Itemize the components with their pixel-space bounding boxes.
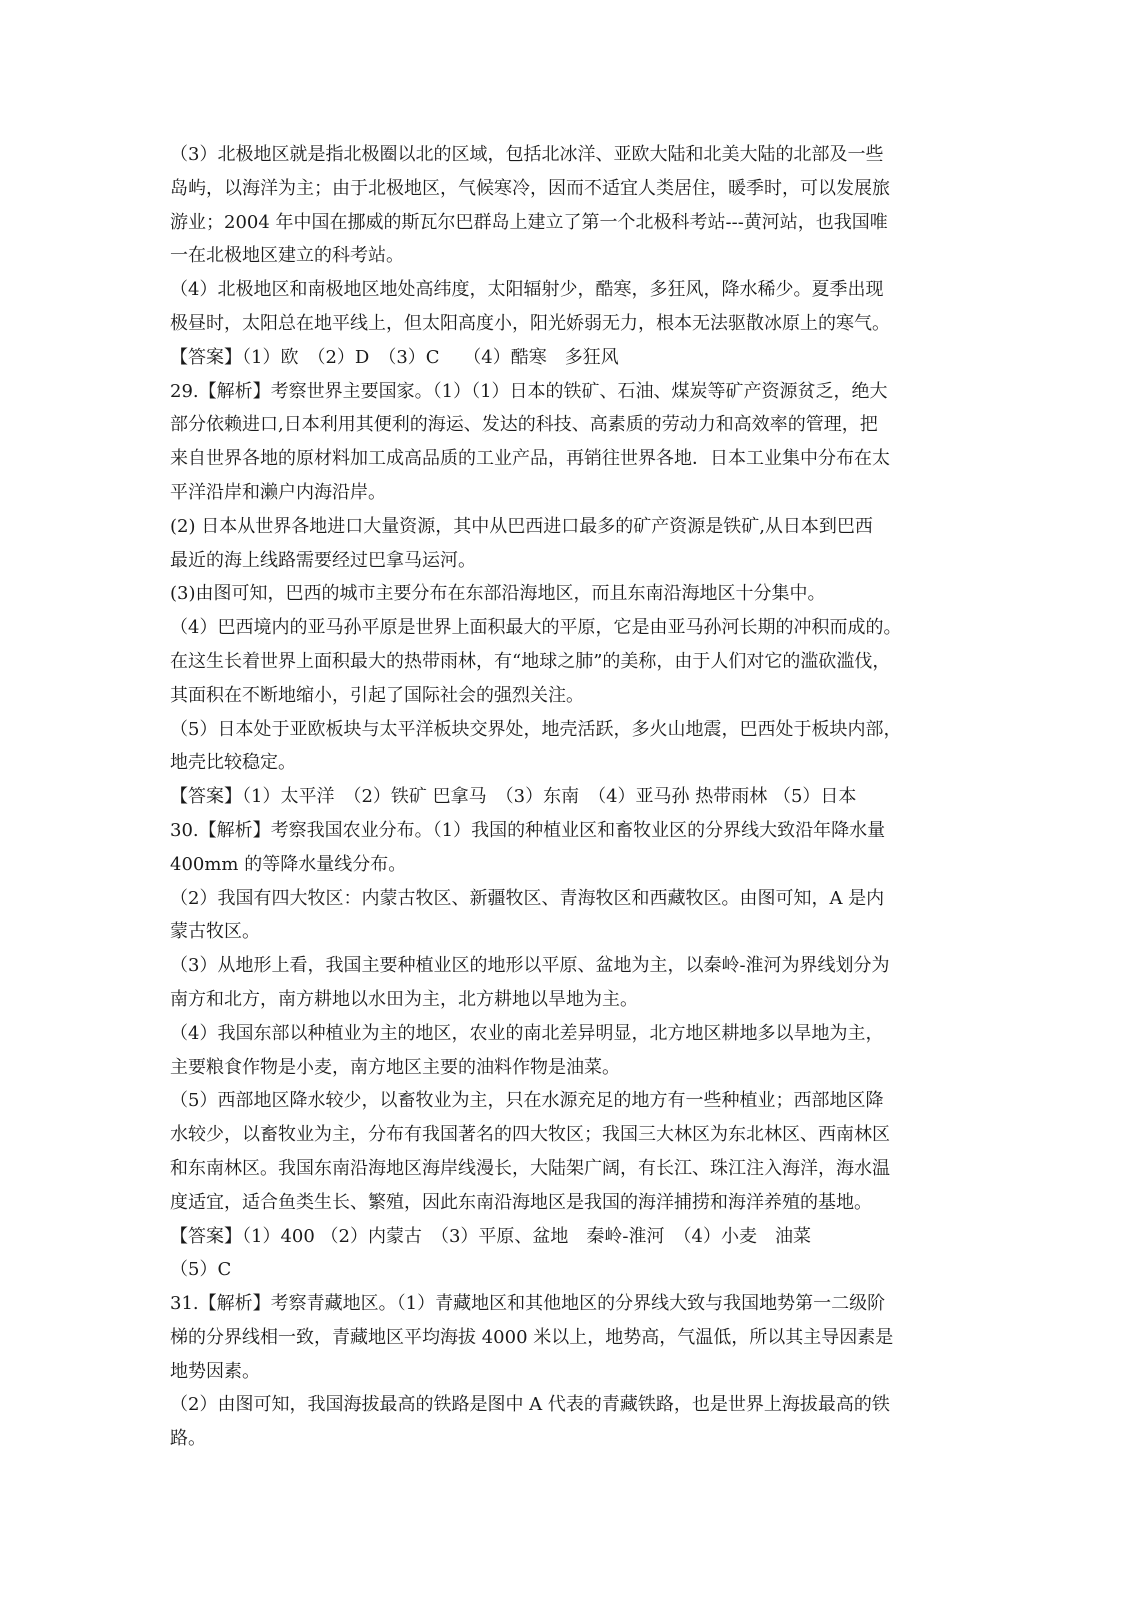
text-line: （5）西部地区降水较少，以畜牧业为主，只在水源充足的地方有一些种植业；西部地区降 bbox=[170, 1090, 884, 1112]
answer-line: 【答案】（1）欧 （2）D （3）C （4）酷寒 多狂风 bbox=[170, 346, 619, 368]
text-line: 游业；2004 年中国在挪威的斯瓦尔巴群岛上建立了第一个北极科考站---黄河站，也我国唯 bbox=[170, 211, 888, 233]
text-line: 其面积在不断地缩小，引起了国际社会的强烈关注。 bbox=[170, 684, 584, 706]
text-line: 南方和北方，南方耕地以水田为主，北方耕地以旱地为主。 bbox=[170, 988, 638, 1010]
text-line: （4）北极地区和南极地区地处高纬度，太阳辐射少，酷寒，多狂风，降水稀少。夏季出现 bbox=[170, 279, 884, 301]
text-line: 400mm 的等降水量线分布。 bbox=[170, 853, 407, 875]
text-line: 地势因素。 bbox=[170, 1360, 260, 1382]
text-line: 平洋沿岸和濑户内海沿岸。 bbox=[170, 481, 386, 503]
text-line: 来自世界各地的原材料加工成高品质的工业产品，再销往世界各地．日本工业集中分布在太 bbox=[170, 448, 890, 470]
text-line: （4）巴西境内的亚马孙平原是世界上面积最大的平原，它是由亚马孙河长期的冲积而成的。 bbox=[170, 617, 902, 639]
text-line: （5）日本处于亚欧板块与太平洋板块交界处，地壳活跃，多火山地震，巴西处于板块内部， bbox=[170, 718, 902, 740]
text-line: （3）从地形上看，我国主要种植业区的地形以平原、盆地为主，以秦岭-淮河为界线划分为 bbox=[170, 955, 890, 977]
text-line: 主要粮食作物是小麦，南方地区主要的油料作物是油菜。 bbox=[170, 1056, 620, 1078]
text-line: 极昼时，太阳总在地平线上，但太阳高度小，阳光娇弱无力，根本无法驱散冰原上的寒气。 bbox=[170, 312, 890, 334]
text-line: （2）我国有四大牧区：内蒙古牧区、新疆牧区、青海牧区和西藏牧区。由图可知，A 是内 bbox=[170, 887, 885, 909]
text-line: （3）北极地区就是指北极圈以北的区域，包括北冰洋、亚欧大陆和北美大陆的北部及一些 bbox=[170, 144, 884, 165]
text-line: 梯的分界线相一致，青藏地区平均海拔 4000 米以上，地势高，气温低，所以其主导因素是 bbox=[170, 1326, 894, 1348]
text-line: 一在北极地区建立的科考站。 bbox=[170, 245, 404, 267]
text-line: 29.【解析】考察世界主要国家。（1）（1）日本的铁矿、石油、煤炭等矿产资源贫乏，绝大 bbox=[170, 380, 888, 402]
answer-line: （5）C bbox=[170, 1259, 232, 1281]
text-line: 路。 bbox=[170, 1428, 206, 1450]
text-line: （4）我国东部以种植业为主的地区，农业的南北差异明显，北方地区耕地多以旱地为主， bbox=[170, 1022, 884, 1044]
document-page bbox=[170, 138, 970, 1456]
text-line: （2）由图可知，我国海拔最高的铁路是图中 A 代表的青藏铁路，也是世界上海拔最高的铁 bbox=[170, 1394, 890, 1416]
text-line: 在这生长着世界上面积最大的热带雨林，有“地球之肺”的美称，由于人们对它的滥砍滥伐， bbox=[170, 650, 891, 672]
text-line: (2) 日本从世界各地进口大量资源，其中从巴西进口最多的矿产资源是铁矿,从日本到巴西 bbox=[170, 515, 873, 537]
text-line: 30.【解析】考察我国农业分布。（1）我国的种植业区和畜牧业区的分界线大致沿年降水量 bbox=[170, 819, 886, 841]
text-line: 水较少，以畜牧业为主，分布有我国著名的四大牧区；我国三大林区为东北林区、西南林区 bbox=[170, 1124, 890, 1146]
text-line: 31.【解析】考察青藏地区。（1）青藏地区和其他地区的分界线大致与我国地势第一二级阶 bbox=[170, 1293, 886, 1315]
text-line: (3)由图可知，巴西的城市主要分布在东部沿海地区，而且东南沿海地区十分集中。 bbox=[170, 583, 826, 605]
text-line: 部分依赖进口,日本利用其便利的海运、发达的科技、高素质的劳动力和高效率的管理，把 bbox=[170, 414, 878, 436]
answer-line: 【答案】（1）400 （2）内蒙古 （3）平原、盆地 秦岭-淮河 （4）小麦 油菜 bbox=[170, 1225, 811, 1247]
text-line: 地壳比较稳定。 bbox=[170, 752, 296, 774]
text-line: 度适宜，适合鱼类生长、繁殖，因此东南沿海地区是我国的海洋捕捞和海洋养殖的基地。 bbox=[170, 1191, 872, 1213]
text-line: 岛屿，以海洋为主；由于北极地区，气候寒冷，因而不适宜人类居住，暖季时，可以发展旅 bbox=[170, 177, 890, 199]
answer-line: 【答案】（1）太平洋 （2）铁矿 巴拿马 （3）东南 （4）亚马孙 热带雨林 （5）日本 bbox=[170, 786, 857, 808]
text-line: 最近的海上线路需要经过巴拿马运河。 bbox=[170, 549, 476, 571]
text-line: 蒙古牧区。 bbox=[170, 921, 260, 943]
text-line: 和东南林区。我国东南沿海地区海岸线漫长，大陆架广阔，有长江、珠江注入海洋，海水温 bbox=[170, 1157, 890, 1179]
